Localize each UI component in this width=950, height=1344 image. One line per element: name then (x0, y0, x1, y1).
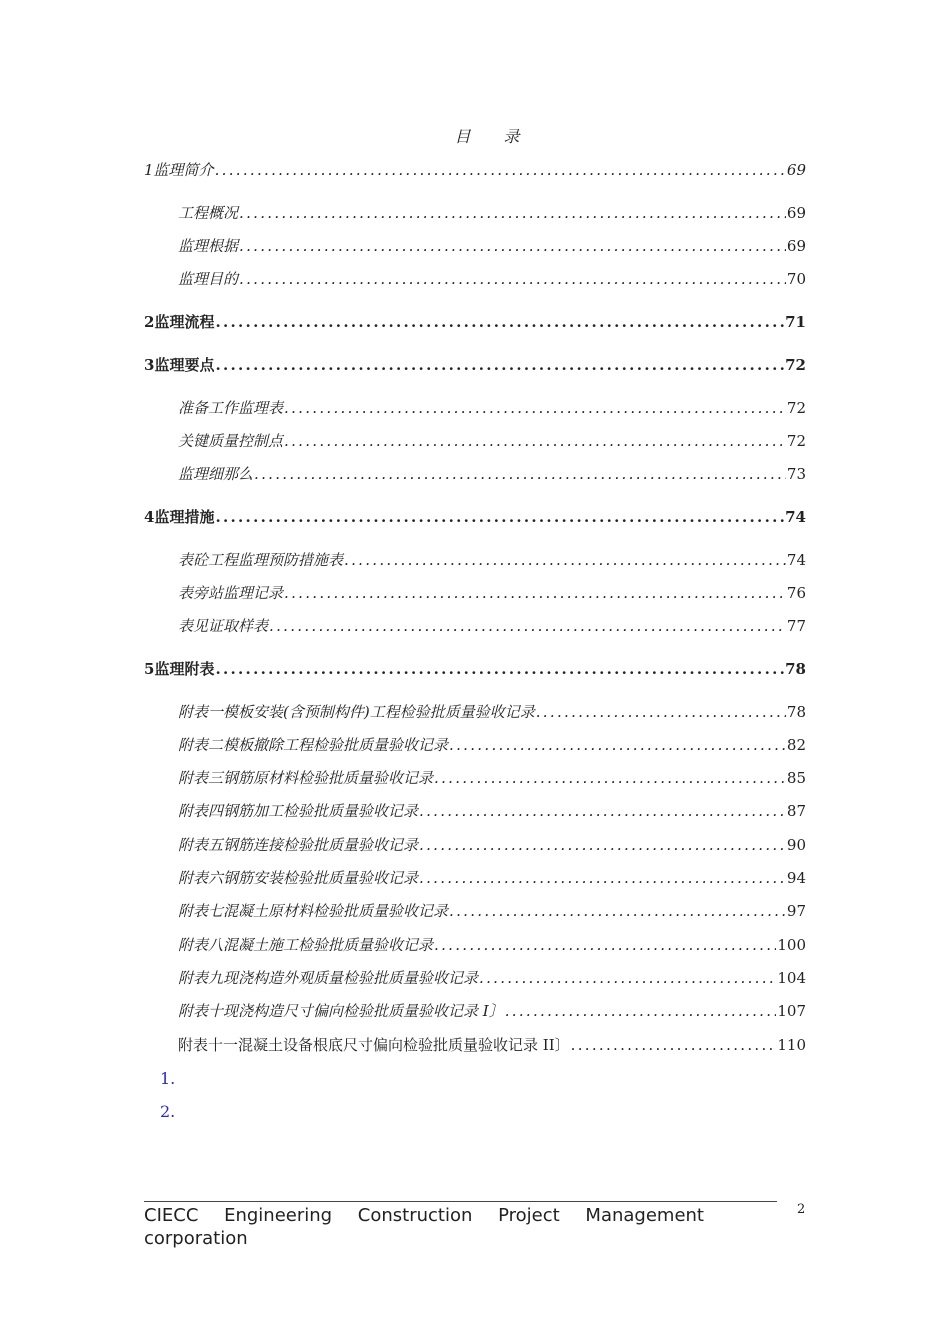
toc-label: 准备工作监理表 (178, 399, 284, 417)
toc-page: 73 (786, 465, 806, 483)
dot-leader (239, 268, 786, 290)
toc-label: 关键质量控制点 (178, 432, 284, 450)
toc-entry-appendix-5[interactable] (178, 834, 806, 856)
toc-entry-appendix-1[interactable] (178, 701, 806, 723)
toc-entry-4[interactable] (144, 506, 806, 528)
page-number: 2 (797, 1202, 806, 1217)
toc-label: 监理简介 (153, 161, 214, 179)
toc-label: 监理细那么 (178, 465, 254, 483)
list-item: 1. (160, 1069, 176, 1088)
toc-number: 4 (144, 508, 155, 526)
toc-entry-4-2[interactable] (178, 582, 806, 604)
appendix-code: 附表六 (178, 869, 224, 887)
dot-leader (239, 235, 786, 257)
toc-page: 78 (786, 703, 806, 721)
toc-page: 72 (786, 432, 806, 450)
toc-entry-2[interactable] (144, 311, 806, 333)
toc-entry-3[interactable] (144, 354, 806, 376)
toc-page: 78 (785, 660, 806, 678)
toc-page: 104 (777, 969, 806, 987)
toc-label: 工程概况 (178, 204, 239, 222)
toc-page: 76 (786, 584, 806, 602)
toc-label: 钢筋原材料检验批质量验收记录 (223, 769, 434, 787)
appendix-code: 附表十一 (178, 1036, 239, 1054)
dot-leader (419, 834, 786, 856)
toc-label: 表砼工程监理预防措施表 (178, 551, 344, 569)
toc-label: 表见证取样表 (178, 617, 269, 635)
toc-entry-4-1[interactable] (178, 549, 806, 571)
toc-label: 现浇构造尺寸偏向检验批质量验收记录 I〕 (223, 1002, 504, 1020)
toc-entry-appendix-2[interactable] (178, 734, 806, 756)
dot-leader (449, 734, 786, 756)
dot-leader (419, 800, 786, 822)
toc-number: 1 (144, 161, 154, 179)
toc-page: 71 (785, 313, 806, 331)
dot-leader (284, 582, 786, 604)
toc-entry-5[interactable] (144, 658, 806, 680)
appendix-code: 附表三 (178, 769, 224, 787)
toc-label: 监理附表 (154, 660, 215, 678)
dot-leader (571, 1034, 777, 1056)
toc-entry-appendix-10[interactable] (178, 1000, 806, 1022)
toc-entry-1-1[interactable] (178, 202, 806, 224)
toc-label: 监理措施 (154, 508, 215, 526)
toc-page: 77 (786, 617, 806, 635)
toc-page: 85 (786, 769, 806, 787)
dot-leader (419, 867, 786, 889)
toc-entry-appendix-3[interactable] (178, 767, 806, 789)
toc-label: 监理目的 (178, 270, 239, 288)
appendix-code: 附表八 (178, 936, 224, 954)
dot-leader (479, 967, 776, 989)
toc-entry-appendix-8[interactable] (178, 934, 806, 956)
toc-entry-appendix-4[interactable] (178, 800, 806, 822)
toc-label: 模板撤除工程检验批质量验收记录 (223, 736, 449, 754)
toc-entry-1-2[interactable] (178, 235, 806, 257)
toc-entry-3-3[interactable] (178, 463, 806, 485)
toc-page: 94 (786, 869, 806, 887)
appendix-code: 附表一 (178, 703, 224, 721)
toc-page: 74 (785, 508, 806, 526)
toc-label: 混凝土施工检验批质量验收记录 (223, 936, 434, 954)
toc-entry-4-3[interactable] (178, 615, 806, 637)
toc-label: 现浇构造外观质量检验批质量验收记录 (223, 969, 479, 987)
dot-leader (239, 202, 786, 224)
appendix-code: 附表九 (178, 969, 224, 987)
appendix-code: 附表五 (178, 836, 224, 854)
toc-label: 表旁站监理记录 (178, 584, 284, 602)
dot-leader (284, 430, 786, 452)
toc-entry-3-1[interactable] (178, 397, 806, 419)
toc-number: 2 (144, 313, 155, 331)
toc-entry-appendix-7[interactable] (178, 900, 806, 922)
dot-leader (215, 354, 784, 376)
toc-entry-appendix-9[interactable] (178, 967, 806, 989)
dot-leader (215, 658, 784, 680)
toc-entry-1-3[interactable] (178, 268, 806, 290)
dot-leader (269, 615, 786, 637)
toc-page: 110 (777, 1036, 806, 1054)
toc-entry-appendix-11[interactable] (178, 1034, 806, 1056)
toc-label: 监理流程 (154, 313, 215, 331)
toc-page: 90 (786, 836, 806, 854)
toc-entry-3-2[interactable] (178, 430, 806, 452)
toc-page: 97 (786, 902, 806, 920)
toc-label: 钢筋连接检验批质量验收记录 (223, 836, 419, 854)
toc-number: 3 (144, 356, 155, 374)
dot-leader (505, 1000, 777, 1022)
dot-leader (215, 159, 786, 181)
toc-number: 5 (144, 660, 155, 678)
dot-leader (434, 934, 776, 956)
toc-page: 72 (786, 399, 806, 417)
toc-page: 69 (786, 204, 806, 222)
toc-page: 72 (785, 356, 806, 374)
numbered-list (160, 1068, 175, 1134)
toc-page: 70 (786, 270, 806, 288)
toc-title: 目 录 (454, 127, 534, 146)
toc-page: 74 (786, 551, 806, 569)
toc-label: 监理根据 (178, 237, 239, 255)
toc-label: 混凝土设备根底尺寸偏向检验批质量验收记录 II〕 (238, 1036, 570, 1054)
dot-leader (434, 767, 786, 789)
footer-divider (144, 1201, 777, 1202)
dot-leader (344, 549, 786, 571)
dot-leader (449, 900, 786, 922)
toc-label: 钢筋加工检验批质量验收记录 (223, 802, 419, 820)
toc-entry-appendix-6[interactable] (178, 867, 806, 889)
toc-page: 87 (786, 802, 806, 820)
toc-page: 69 (786, 237, 806, 255)
dot-leader (284, 397, 786, 419)
toc-page: 100 (777, 936, 806, 954)
toc-label: 钢筋安装检验批质量验收记录 (223, 869, 419, 887)
dot-leader (215, 311, 784, 333)
list-item: 2. (160, 1102, 176, 1121)
dot-leader (254, 463, 786, 485)
toc-page: 107 (777, 1002, 806, 1020)
toc-page: 82 (786, 736, 806, 754)
toc-page: 69 (786, 161, 806, 179)
footer-company: CIECC Engineering Construction Project Management corporation (144, 1205, 704, 1249)
appendix-code: 附表七 (178, 902, 224, 920)
appendix-code: 附表十 (178, 1002, 224, 1020)
dot-leader (215, 506, 784, 528)
toc-entry-1[interactable] (144, 159, 806, 181)
appendix-code: 附表二 (178, 736, 224, 754)
dot-leader (536, 701, 786, 723)
toc-label: 监理要点 (154, 356, 215, 374)
toc-label: 混凝土原材料检验批质量验收记录 (223, 902, 449, 920)
toc-label: 模板安装(含预制构件)工程检验批质量验收记录 (223, 703, 535, 721)
appendix-code: 附表四 (178, 802, 224, 820)
